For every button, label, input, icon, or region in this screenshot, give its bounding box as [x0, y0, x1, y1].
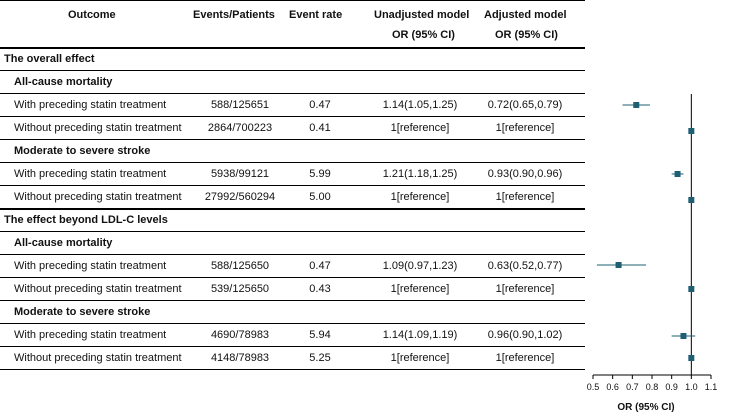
- row-unadjusted: 1[reference]: [390, 352, 450, 364]
- row-rate: 5.99: [309, 168, 331, 180]
- row-adjusted: 1[reference]: [495, 283, 555, 295]
- forest-marks: [597, 102, 695, 361]
- or-marker: [680, 333, 686, 339]
- row-label: With preceding statin treatment: [14, 260, 167, 272]
- row-unadjusted: 1[reference]: [390, 283, 450, 295]
- row-adjusted: 1[reference]: [495, 122, 555, 134]
- or-marker: [688, 355, 694, 361]
- subgroup-label: All-cause mortality: [14, 76, 113, 88]
- or-marker: [616, 262, 622, 268]
- row-events: 2864/700223: [207, 122, 273, 134]
- x-tick-label: 0.5: [586, 382, 600, 392]
- x-axis: [587, 94, 718, 392]
- row-unadjusted: 1[reference]: [390, 191, 450, 203]
- row-rate: 5.25: [309, 352, 331, 364]
- row-rate: 5.94: [309, 329, 331, 341]
- row-events: 588/125651: [210, 99, 270, 111]
- or-marker: [688, 286, 694, 292]
- row-events: 539/125650: [210, 283, 270, 295]
- row-rate: 0.41: [309, 122, 331, 134]
- header-outcome: Outcome: [68, 9, 116, 21]
- subgroup-label: Moderate to severe stroke: [14, 306, 151, 318]
- row-unadjusted: 1.14(1.09,1.19): [382, 329, 458, 341]
- x-axis-label: OR (95% CI): [617, 402, 675, 413]
- or-marker: [688, 197, 694, 203]
- header-unadjusted: Unadjusted model: [374, 9, 470, 21]
- row-adjusted: 0.63(0.52,0.77): [487, 260, 563, 272]
- header-event-rate: Event rate: [289, 9, 343, 21]
- section-beyond-ldl: The effect beyond LDL-C levels: [4, 214, 168, 226]
- or-marker: [633, 102, 639, 108]
- row-unadjusted: 1.21(1.18,1.25): [382, 168, 458, 180]
- row-label: Without preceding statin treatment: [14, 283, 182, 295]
- row-unadjusted: 1[reference]: [390, 122, 450, 134]
- row-events: 4690/78983: [210, 329, 270, 341]
- row-adjusted: 1[reference]: [495, 191, 555, 203]
- row-rate: 0.47: [309, 99, 331, 111]
- subgroup-label: Moderate to severe stroke: [14, 145, 151, 157]
- x-tick-label: 0.9: [665, 382, 678, 392]
- row-rate: 0.47: [309, 260, 331, 272]
- row-adjusted: 0.72(0.65,0.79): [487, 99, 563, 111]
- subgroup-label: All-cause mortality: [14, 237, 113, 249]
- row-adjusted: 1[reference]: [495, 352, 555, 364]
- header-unadjusted-sub: OR (95% CI): [392, 29, 455, 41]
- row-label: Without preceding statin treatment: [14, 191, 182, 203]
- x-tick-label: 0.8: [645, 382, 659, 392]
- or-marker: [688, 128, 694, 134]
- row-events: 27992/560294: [204, 191, 276, 203]
- row-label: Without preceding statin treatment: [14, 352, 182, 364]
- row-unadjusted: 1.14(1.05,1.25): [382, 99, 458, 111]
- row-label: With preceding statin treatment: [14, 99, 167, 111]
- row-rate: 0.43: [309, 283, 331, 295]
- x-tick-label: 0.6: [606, 382, 619, 392]
- row-events: 588/125650: [210, 260, 270, 272]
- x-tick-label: 1.1: [704, 382, 718, 392]
- row-label: Without preceding statin treatment: [14, 122, 182, 134]
- row-unadjusted: 1.09(0.97,1.23): [382, 260, 458, 272]
- row-adjusted: 0.93(0.90,0.96): [487, 168, 563, 180]
- header-events: Events/Patients: [193, 9, 275, 21]
- x-tick-label: 1.0: [685, 382, 698, 392]
- row-events: 5938/99121: [210, 168, 270, 180]
- section-overall-effect: The overall effect: [4, 53, 95, 65]
- x-tick-label: 0.7: [626, 382, 639, 392]
- or-marker: [675, 171, 681, 177]
- header-adjusted: Adjusted model: [484, 9, 567, 21]
- row-rate: 5.00: [309, 191, 331, 203]
- row-events: 4148/78983: [210, 352, 270, 364]
- header-adjusted-sub: OR (95% CI): [495, 29, 558, 41]
- row-adjusted: 0.96(0.90,1.02): [487, 329, 563, 341]
- row-label: With preceding statin treatment: [14, 329, 167, 341]
- row-label: With preceding statin treatment: [14, 168, 167, 180]
